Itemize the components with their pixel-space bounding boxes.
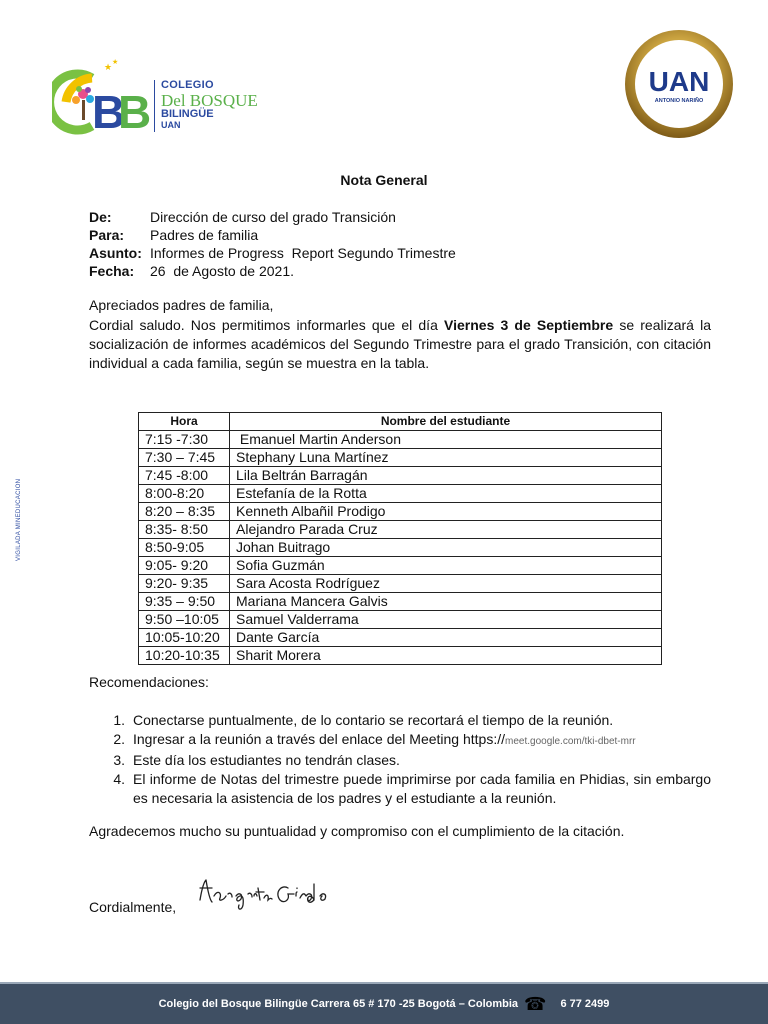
svg-text:★: ★ — [112, 59, 119, 66]
table-row — [139, 539, 662, 557]
cell-nombre: Estefanía de la Rotta — [230, 485, 662, 503]
intro-text-before: Cordial saludo. Nos permitimos informarles que el día — [89, 317, 445, 333]
memo-to — [89, 226, 456, 244]
memo-date — [89, 262, 456, 280]
list-item-text: Este día los estudiantes no tendrán clases. — [133, 752, 400, 768]
meeting-link[interactable]: meet.google.com/tki-dbet-mrr — [505, 736, 636, 747]
table-row — [139, 485, 662, 503]
list-item — [89, 730, 711, 751]
table-row — [139, 611, 662, 629]
table-row — [139, 629, 662, 647]
table-body — [139, 431, 662, 665]
cell-nombre: Stephany Luna Martínez — [230, 449, 662, 467]
footer-address: Colegio del Bosque Bilingüe Carrera 65 # 170 -25 Bogotá – Colombia — [158, 998, 519, 1010]
memo-from — [89, 208, 456, 226]
cell-hora: 9:50 –10:05 — [139, 611, 230, 629]
list-item — [89, 770, 711, 808]
cell-hora: 10:20-10:35 — [139, 647, 230, 665]
table-row — [139, 647, 662, 665]
footer — [0, 984, 768, 1024]
school-logo-text — [161, 80, 258, 130]
table-header-row — [139, 413, 662, 431]
list-item-number: 2. — [113, 731, 125, 747]
header-nombre: Nombre del estudiante — [230, 413, 662, 431]
cell-hora: 9:05- 9:20 — [139, 557, 230, 575]
memo-subject-value: Informes de Progress Report Segundo Trimestre — [150, 245, 456, 261]
memo-date-label: Fecha: — [89, 263, 135, 279]
cell-nombre: Mariana Mancera Galvis — [230, 593, 662, 611]
logo-uan: UAN — [161, 120, 181, 130]
recommendations-title: Recomendaciones: — [89, 674, 209, 690]
list-item-text-with-link — [133, 730, 711, 751]
table-row — [139, 467, 662, 485]
cell-hora: 7:15 -7:30 — [139, 431, 230, 449]
logo-bilingue: BILINGÜE — [161, 108, 214, 120]
cell-nombre: Kenneth Albañil Prodigo — [230, 503, 662, 521]
list-item-number: 3. — [113, 752, 125, 768]
memo-subject — [89, 244, 456, 262]
cell-hora: 7:30 – 7:45 — [139, 449, 230, 467]
cell-nombre: Alejandro Parada Cruz — [230, 521, 662, 539]
cell-hora: 8:20 – 8:35 — [139, 503, 230, 521]
list-item-number: 1. — [113, 712, 125, 728]
memo-header — [89, 208, 456, 280]
cell-nombre: Sharit Morera — [230, 647, 662, 665]
school-logo-mark — [52, 56, 152, 136]
logo-separator — [154, 80, 155, 132]
intro-paragraph — [89, 316, 711, 373]
cell-nombre: Sofia Guzmán — [230, 557, 662, 575]
svg-text:B: B — [118, 86, 152, 136]
list-item-text: El informe de Notas del trimestre puede imprimirse por cada familia en Phidias, sin embargo es necesaria la asistencia de los padres y el estudiante a la reunión. — [133, 771, 711, 806]
cell-nombre: Johan Buitrago — [230, 539, 662, 557]
university-seal — [624, 28, 734, 140]
list-item — [89, 711, 711, 730]
table-row — [139, 593, 662, 611]
header-hora: Hora — [139, 413, 230, 431]
memo-subject-label: Asunto: — [89, 245, 142, 261]
logo-del-bosque: Del BOSQUE — [161, 91, 258, 110]
cell-nombre: Samuel Valderrama — [230, 611, 662, 629]
list-item — [89, 751, 711, 770]
cell-nombre: Lila Beltrán Barragán — [230, 467, 662, 485]
recommendations-list — [89, 711, 711, 808]
list-item-text: Ingresar a la reunión a través del enlace del Meeting https:// — [133, 731, 505, 747]
thanks-note: Agradecemos mucho su puntualidad y compromiso con el cumplimiento de la citación. — [89, 823, 625, 839]
list-item-text: Conectarse puntualmente, de lo contario se recortará el tiempo de la reunión. — [133, 712, 614, 728]
memo-date-value: 26 de Agosto de 2021. — [150, 263, 295, 279]
memo-to-label: Para: — [89, 227, 125, 243]
table-row — [139, 557, 662, 575]
list-item-number: 4. — [113, 771, 125, 787]
cell-hora: 8:35- 8:50 — [139, 521, 230, 539]
memo-from-value: Dirección de curso del grado Transición — [150, 209, 396, 225]
svg-text:★: ★ — [104, 62, 113, 72]
memo-from-label: De: — [89, 209, 112, 225]
cell-hora: 9:20- 9:35 — [139, 575, 230, 593]
signature — [196, 874, 336, 914]
intro-date-highlight: Viernes 3 de Septiembre — [444, 317, 614, 333]
cell-hora: 8:00-8:20 — [139, 485, 230, 503]
cell-hora: 10:05-10:20 — [139, 629, 230, 647]
page-title: Nota General — [340, 172, 428, 188]
table-row — [139, 449, 662, 467]
intro-text-after: se realizará la socialización de informes académicos del Segundo Trimestre para el grado Transición, con citación individual a cada familia, según se muestra en la tabla. — [89, 317, 711, 371]
signoff: Cordialmente, — [89, 899, 177, 915]
cell-hora: 7:45 -8:00 — [139, 467, 230, 485]
footer-phone: 6 77 2499 — [560, 998, 610, 1010]
table-row — [139, 503, 662, 521]
table-row — [139, 521, 662, 539]
cell-hora: 8:50-9:05 — [139, 539, 230, 557]
table-row — [139, 575, 662, 593]
seal-name: UAN — [648, 66, 710, 97]
greeting: Apreciados padres de familia, — [89, 297, 274, 313]
cell-hora: 9:35 – 9:50 — [139, 593, 230, 611]
svg-text:B: B — [92, 86, 126, 136]
telephone-icon: ☎ — [524, 993, 547, 1014]
side-stamp: VIGILADA MINEDUCACIÓN — [16, 478, 22, 562]
seal-subtitle: ANTONIO NARIÑO — [654, 98, 704, 104]
cell-nombre: Emanuel Martin Anderson — [230, 431, 662, 449]
memo-to-value: Padres de familia — [150, 227, 259, 243]
logo-colegio: COLEGIO — [161, 79, 214, 91]
cell-nombre: Dante García — [230, 629, 662, 647]
table-row — [139, 431, 662, 449]
schedule-table — [138, 412, 662, 665]
cell-nombre: Sara Acosta Rodríguez — [230, 575, 662, 593]
